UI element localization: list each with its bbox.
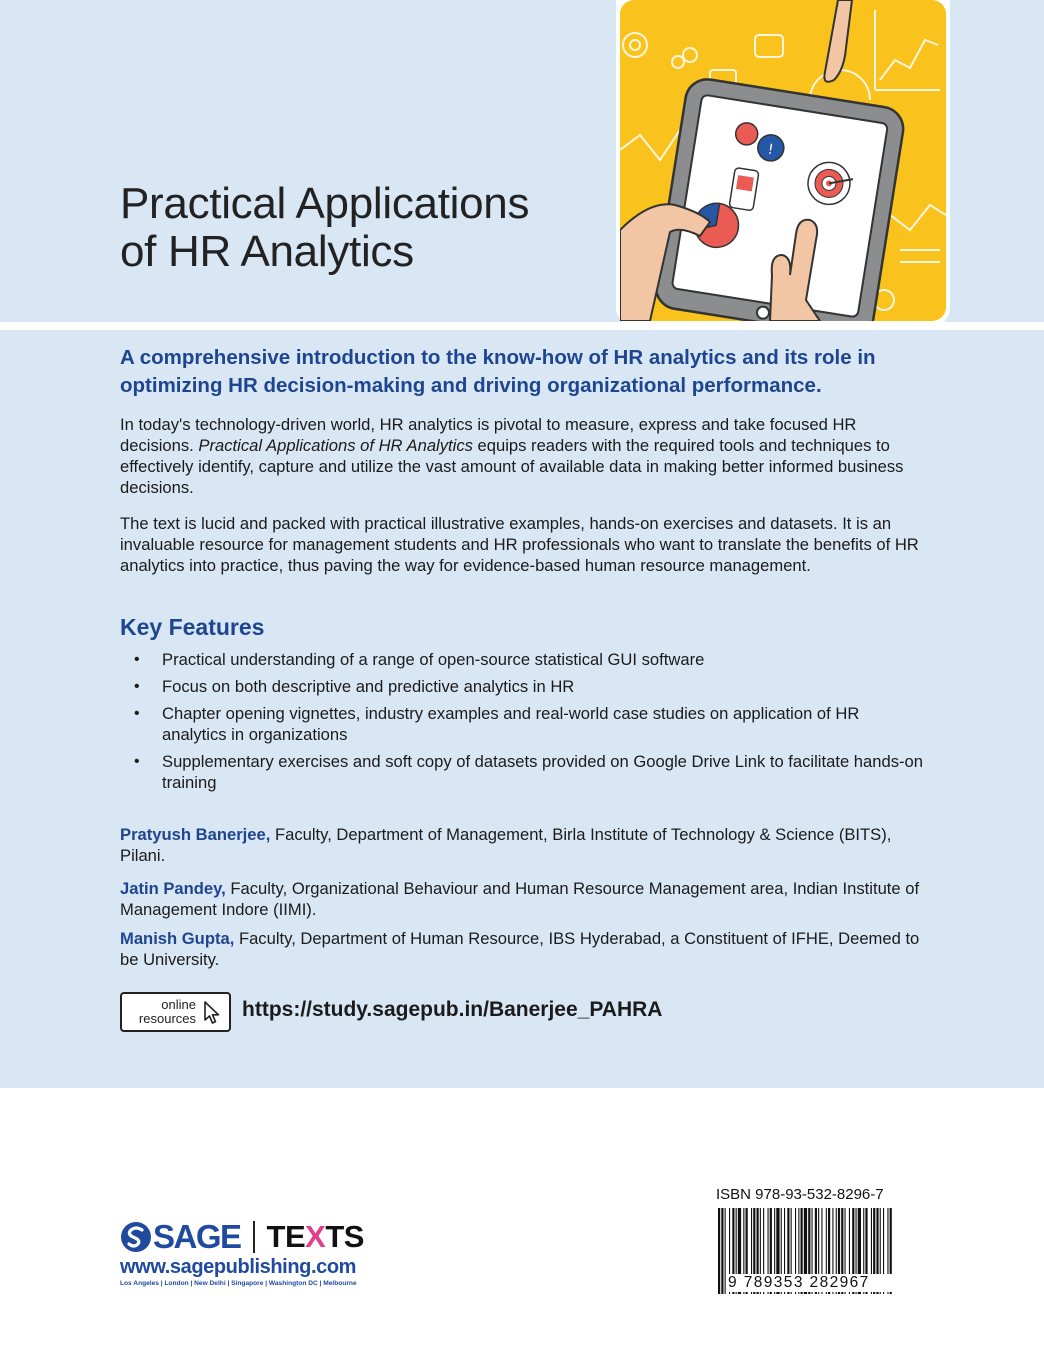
isbn-label: ISBN 978-93-532-8296-7 bbox=[716, 1186, 884, 1203]
author-affiliation: Faculty, Department of Human Resource, IBS Hyderabad, a Constituent of IFHE, Deemed to be University. bbox=[120, 929, 920, 969]
texts-part-1: TE bbox=[266, 1219, 306, 1254]
description-paragraph-2: The text is lucid and packed with practical illustrative examples, hands-on exercises and datasets. It is an invaluable resource for management students and HR professionals who want to translate the benefits of HR analytics into practice, thus paving the way for evidence-based human resource management. bbox=[120, 514, 919, 575]
bullet-icon: • bbox=[134, 753, 140, 770]
list-item bbox=[134, 751, 924, 793]
book-title-line-1: Practical Applications bbox=[120, 179, 530, 228]
author-affiliation: Faculty, Department of Management, Birla Institute of Technology & Science (BITS), Pilani. bbox=[120, 825, 892, 865]
tagline: A comprehensive introduction to the know-how of HR analytics and its role in optimizing HR decision-making and driving organizational performance. bbox=[120, 346, 876, 397]
texts-x: X bbox=[305, 1219, 326, 1254]
publisher-cities: Los Angeles | London | New Delhi | Singapore | Washington DC | Melbourne bbox=[120, 1280, 357, 1287]
online-label: online bbox=[161, 997, 196, 1012]
description-paragraph-1 bbox=[120, 414, 920, 498]
cursor-arrow-icon bbox=[203, 1001, 221, 1025]
book-title bbox=[120, 180, 590, 276]
cover-illustration bbox=[616, 0, 950, 326]
sage-globe-icon bbox=[120, 1221, 152, 1253]
bullet-icon: • bbox=[134, 678, 140, 695]
book-title-line-2: of HR Analytics bbox=[120, 227, 414, 276]
book-title-italic: Practical Applications of HR Analytics bbox=[198, 436, 473, 455]
list-item bbox=[134, 649, 924, 670]
feature-text: Supplementary exercises and soft copy of datasets provided on Google Drive Link to facilitate hands-on training bbox=[162, 752, 923, 792]
resources-label: resources bbox=[138, 1011, 196, 1026]
publisher-block bbox=[120, 1218, 380, 1287]
online-resources-label bbox=[139, 998, 196, 1026]
sage-logo bbox=[120, 1218, 241, 1256]
author-affiliation: Faculty, Organizational Behaviour and Human Resource Management area, Indian Institute of Management Indore (IIMI). bbox=[120, 879, 920, 919]
tablet-illustration bbox=[620, 0, 946, 321]
list-item bbox=[134, 676, 924, 697]
paragraph-1-text-start: In today's technology-driven world, HR analytics is pivotal to measure, express and take focused HR decisions. bbox=[120, 415, 857, 455]
bullet-icon: • bbox=[134, 705, 140, 722]
texts-wordmark bbox=[267, 1219, 364, 1255]
author-entry bbox=[120, 928, 920, 970]
svg-text:!: ! bbox=[766, 141, 775, 159]
feature-text: Chapter opening vignettes, industry examples and real-world case studies on application of HR analytics in organizations bbox=[162, 704, 860, 744]
key-features-heading: Key Features bbox=[120, 614, 265, 640]
author-name: Manish Gupta, bbox=[120, 929, 235, 948]
sage-wordmark: SAGE bbox=[153, 1218, 241, 1255]
author-name: Pratyush Banerjee, bbox=[120, 825, 271, 844]
key-features-list bbox=[134, 649, 924, 799]
barcode-bar bbox=[725, 1208, 726, 1294]
feature-text: Focus on both descriptive and predictive analytics in HR bbox=[162, 677, 575, 696]
texts-part-2: TS bbox=[325, 1219, 364, 1254]
author-name: Jatin Pandey, bbox=[120, 879, 226, 898]
bullet-icon: • bbox=[134, 651, 140, 668]
paragraph-1-text-end: equips readers with the required tools and techniques to effectively identify, capture and utilize the vast amount of available data in making better informed business decisions. bbox=[120, 436, 904, 497]
logo-separator bbox=[253, 1221, 255, 1253]
list-item bbox=[134, 703, 924, 745]
author-entry bbox=[120, 824, 920, 866]
online-resources-url[interactable]: https://study.sagepub.in/Banerjee_PAHRA bbox=[242, 998, 663, 1021]
online-resources-badge bbox=[120, 992, 231, 1032]
barcode-number: 9 789353 282967 bbox=[728, 1274, 896, 1292]
author-entry bbox=[120, 878, 920, 920]
barcode-bar bbox=[718, 1208, 720, 1294]
publisher-website[interactable]: www.sagepublishing.com bbox=[120, 1256, 357, 1278]
barcode-bar bbox=[721, 1208, 723, 1294]
feature-text: Practical understanding of a range of open-source statistical GUI software bbox=[162, 650, 705, 669]
